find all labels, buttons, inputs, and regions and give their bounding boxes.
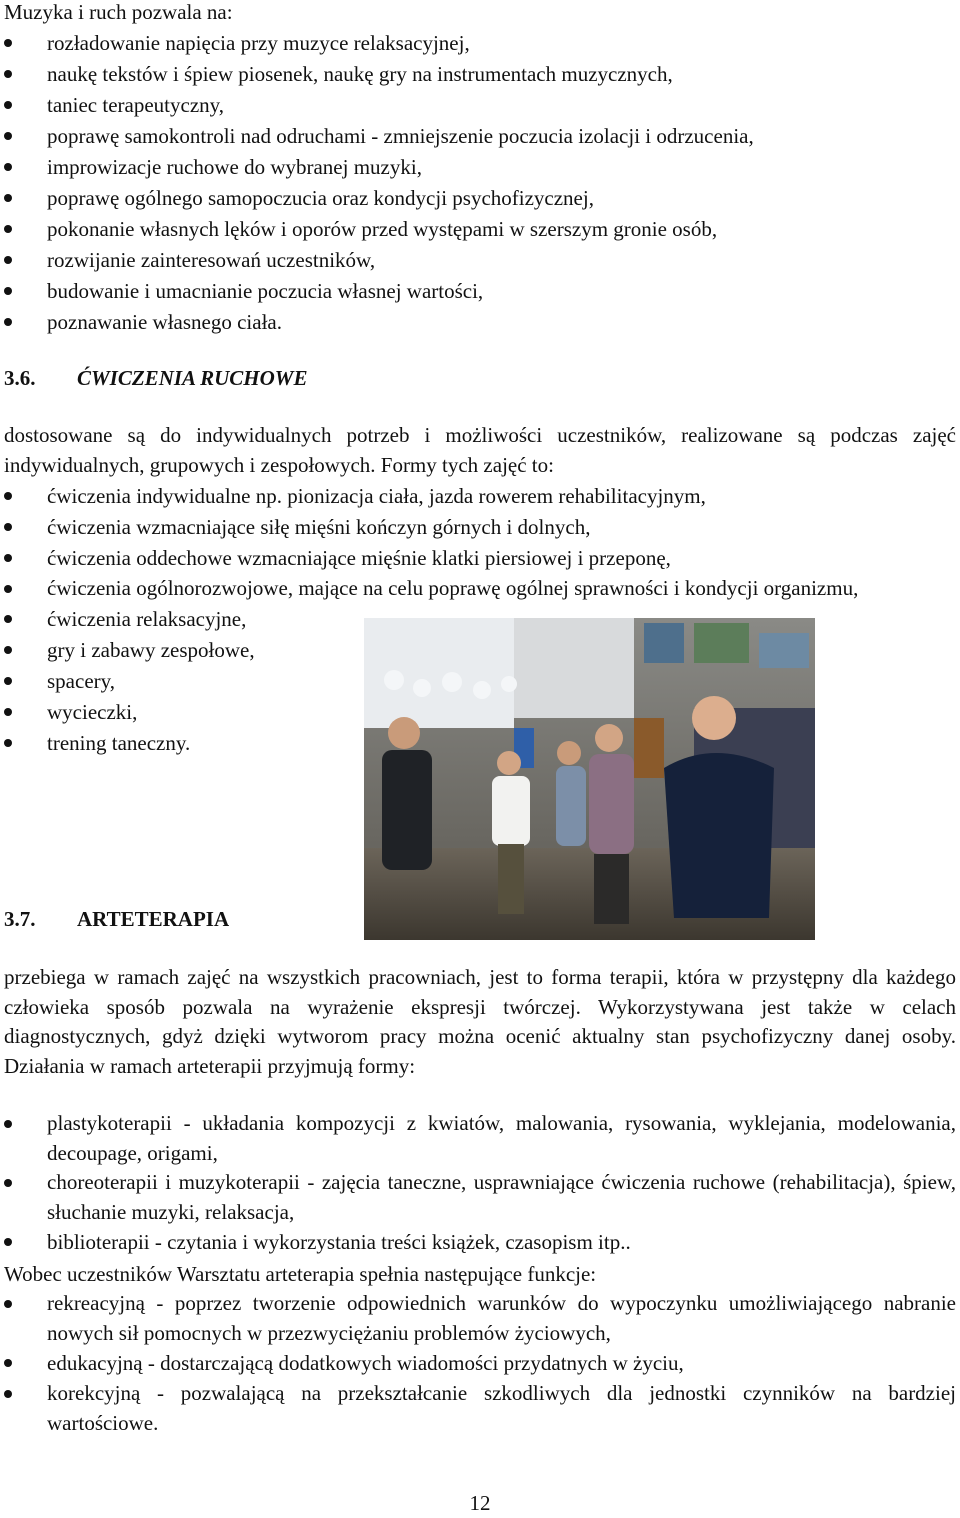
group-exercise-photo [364,618,815,940]
bullet-icon [4,1359,12,1367]
list-item: improwizacje ruchowe do wybranej muzyki, [0,152,754,183]
bullet-icon [4,256,12,264]
list-item: poprawę samokontroli nad odruchami - zmniejszenie poczucia izolacji i odrzucenia, [0,121,754,152]
page-number: 12 [469,1491,491,1515]
list-item: ćwiczenia ogólnorozwojowe, mające na celu poprawę ogólnej sprawności i kondycji organizmu, [0,574,956,604]
list-item: spacery, [0,666,956,697]
bullet-icon [4,132,12,140]
section-title: ĆWICZENIA RUCHOWE [77,366,308,390]
list-item: taniec terapeutyczny, [0,90,754,121]
bullet-icon [4,1390,12,1398]
list-item: ćwiczenia oddechowe wzmacniające mięśnie klatki piersiowej i przeponę, [0,543,956,574]
list-item: pokonanie własnych lęków i oporów przed występami w szerszym gronie osób, [0,214,754,245]
section-number: 3.7. [4,907,36,931]
art-therapy-functions-list [0,1289,956,1438]
bullet-icon [4,615,12,623]
bullet-icon [4,677,12,685]
section-number: 3.6. [4,366,36,390]
bullet-icon [4,225,12,233]
art-therapy-forms-list [0,1109,956,1258]
bullet-icon [4,1300,12,1308]
bullet-icon [4,318,12,326]
list-item: trening taneczny. [0,728,956,759]
list-item: ćwiczenia indywidualne np. pionizacja ciała, jazda rowerem rehabilitacyjnym, [0,481,956,512]
bullet-icon [4,585,12,593]
bullet-icon [4,708,12,716]
list-item: rozładowanie napięcia przy muzyce relaksacyjnej, [0,28,754,59]
bullet-icon [4,287,12,295]
list-item: biblioterapii - czytania i wykorzystania treści książek, czasopism itp.. [0,1227,956,1258]
bullet-icon [4,101,12,109]
list-item: choreoterapii i muzykoterapii - zajęcia taneczne, usprawniające ćwiczenia ruchowe (rehabilitacja), śpiew, słuchanie muzyki, relaksacja, [0,1168,956,1227]
music-benefits-list [0,28,754,338]
list-item: korekcyjną - pozwalającą na przekształcanie szkodliwych dla jednostki czynników na bardziej wartościowe. [0,1379,956,1438]
list-item: wycieczki, [0,697,956,728]
list-item: plastykoterapii - układania kompozycji z kwiatów, malowania, rysowania, wyklejania, modelowania, decoupage, origami, [0,1109,956,1168]
bullet-icon [4,1120,12,1128]
list-item: naukę tekstów i śpiew piosenek, naukę gry na instrumentach muzycznych, [0,59,754,90]
photo-illustration [364,618,815,940]
bullet-icon [4,523,12,531]
bullet-icon [4,1238,12,1246]
bullet-icon [4,646,12,654]
bullet-icon [4,70,12,78]
list-item: gry i zabawy zespołowe, [0,635,956,666]
intro-text: Muzyka i ruch pozwala na: [4,0,233,24]
bullet-icon [4,554,12,562]
list-item: poprawę ogólnego samopoczucia oraz kondycji psychofizycznej, [0,183,754,214]
list-item: ćwiczenia relaksacyjne, [0,604,956,635]
list-item: ćwiczenia wzmacniające siłę mięśni kończyn górnych i dolnych, [0,512,956,543]
list-item: budowanie i umacnianie poczucia własnej wartości, [0,276,754,307]
bullet-icon [4,1179,12,1187]
bullet-icon [4,739,12,747]
section-3-6-paragraph: dostosowane są do indywidualnych potrzeb i możliwości uczestników, realizowane są podczas zajęć indywidualnych, grupowych i zespołowych. Formy tych zajęć to: [4,423,956,477]
list-item: edukacyjną - dostarczającą dodatkowych wiadomości przydatnych w życiu, [0,1348,956,1379]
section-3-7-paragraph: przebiega w ramach zajęć na wszystkich pracowniach, jest to forma terapii, która w przystępny dla każdego człowieka sposób pozwala na wyrażenie ekspresji twórczej. Wykorzystywana jest także w celach diagnostycznych, gdyż dzięki wytworom pracy można ocenić aktualny stan psychofizyczny danej osoby. Działania w ramach arteterapii przyjmują formy: [4,965,956,1078]
bullet-icon [4,39,12,47]
bullet-icon [4,194,12,202]
list-item: poznawanie własnego ciała. [0,307,754,338]
list-item: rekreacyjną - poprzez tworzenie odpowiednich warunków do wypoczynku umożliwiającego nabranie nowych sił pomocnych w przezwyciężaniu problemów życiowych, [0,1289,956,1348]
bullet-icon [4,163,12,171]
section-title: ARTETERAPIA [77,907,230,931]
functions-intro: Wobec uczestników Warsztatu arteterapia spełnia następujące funkcje: [4,1262,597,1286]
list-item: rozwijanie zainteresowań uczestników, [0,245,754,276]
bullet-icon [4,492,12,500]
